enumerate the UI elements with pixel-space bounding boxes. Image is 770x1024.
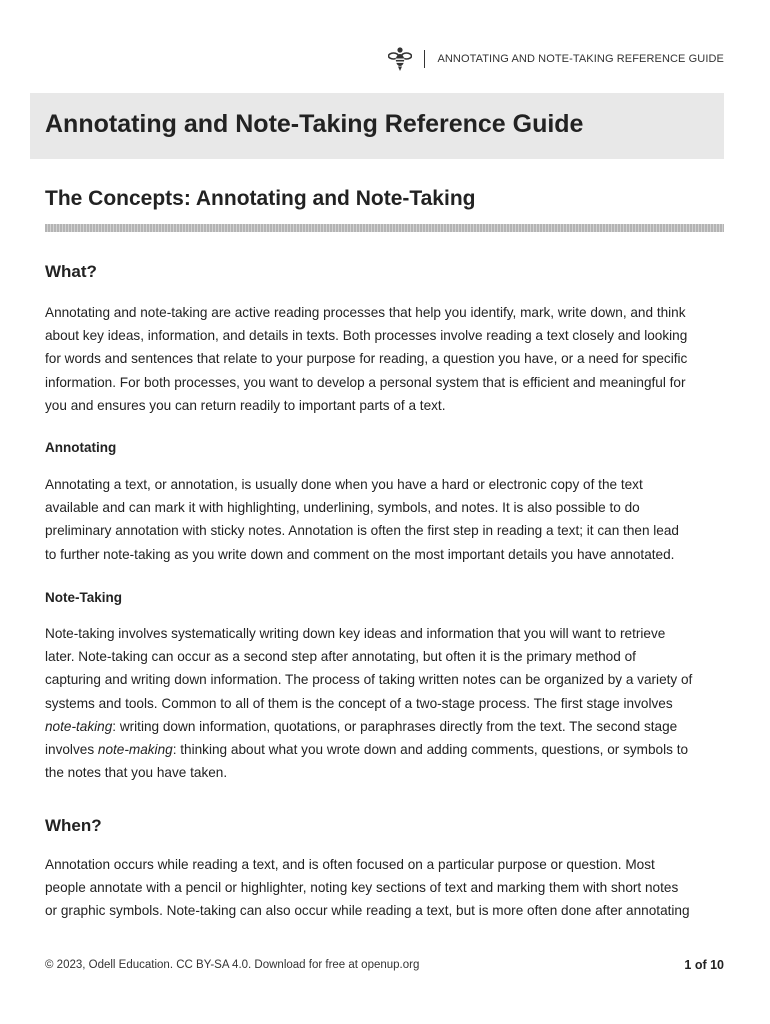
text-run: : thinking about what you wrote down and adding comments, questions, or symbols to xyxy=(172,742,689,758)
section-divider xyxy=(45,224,724,232)
text-line: capturing and writing down information. The process of taking written notes can be organized by a variety of xyxy=(45,672,693,688)
text-line: to further note-taking as you write down and comment on the most important details you have annotated. xyxy=(45,546,675,562)
header-divider xyxy=(424,50,425,68)
annotating-heading: Annotating xyxy=(45,440,117,455)
text-line: Annotation occurs while reading a text, and is often focused on a particular purpose or question. Most xyxy=(45,857,655,872)
title-banner xyxy=(30,93,724,159)
text-line: information. For both processes, you want to develop a personal system that is efficient and meaningful for xyxy=(45,374,686,390)
section-title: The Concepts: Annotating and Note-Taking xyxy=(45,187,476,210)
text-line: people annotate with a pencil or highlighter, noting key sections of text and marking them with short notes xyxy=(45,880,679,896)
note-taking-heading: Note-Taking xyxy=(45,590,122,605)
emphasis-note-making: note-making xyxy=(97,742,173,758)
page-header xyxy=(388,46,724,72)
text-line: preliminary annotation with sticky notes. Annotation is often the first step in reading a text; it can then lead xyxy=(45,523,679,539)
text-line: for words and sentences that relate to your purpose for reading, a question you have, or a need for specific xyxy=(45,351,688,367)
text-line: you and ensures you can return readily to important parts of a text. xyxy=(45,397,446,413)
running-title: ANNOTATING AND NOTE-TAKING REFERENCE GUIDE xyxy=(437,53,724,65)
when-heading: When? xyxy=(45,816,102,835)
text-line xyxy=(45,738,735,761)
text-line: or graphic symbols. Note-taking can also occur while reading a text, but is more often done after annotating xyxy=(45,903,690,919)
text-line: later. Note-taking can occur as a second step after annotating, but often it is the primary method of xyxy=(45,649,636,665)
text-line: the notes that you have taken. xyxy=(45,765,228,781)
when-paragraph xyxy=(45,853,735,923)
text-line: Annotating and note-taking are active reading processes that help you identify, mark, write down, and think xyxy=(45,305,686,320)
what-heading: What? xyxy=(45,262,97,281)
bee-logo-icon xyxy=(388,46,412,72)
copyright-notice: © 2023, Odell Education. CC BY-SA 4.0. Download for free at openup.org xyxy=(45,959,420,971)
text-line: Note-taking involves systematically writing down key ideas and information that you will want to retrieve xyxy=(45,626,666,641)
text-line: available and can mark it with highlighting, underlining, symbols, and notes. It is also possible to do xyxy=(45,500,640,516)
page-number: 1 of 10 xyxy=(684,958,724,972)
text-line: about key ideas, information, and details in texts. Both processes involve reading a text closely and looking xyxy=(45,328,688,344)
emphasis-note-taking: note-taking xyxy=(45,718,113,734)
text-line: Annotating a text, or annotation, is usually done when you have a hard or electronic copy of the text xyxy=(45,477,643,492)
text-run: involves xyxy=(45,742,98,758)
annotating-paragraph xyxy=(45,473,735,566)
text-run: : writing down information, quotations, or paraphrases directly from the text. The second stage xyxy=(112,718,678,734)
document-title: Annotating and Note-Taking Reference Guide xyxy=(45,110,584,138)
note-taking-paragraph xyxy=(45,622,735,784)
what-paragraph xyxy=(45,301,735,417)
text-line xyxy=(45,715,735,738)
text-line: systems and tools. Common to all of them is the concept of a two-stage process. The first stage involves xyxy=(45,695,673,711)
